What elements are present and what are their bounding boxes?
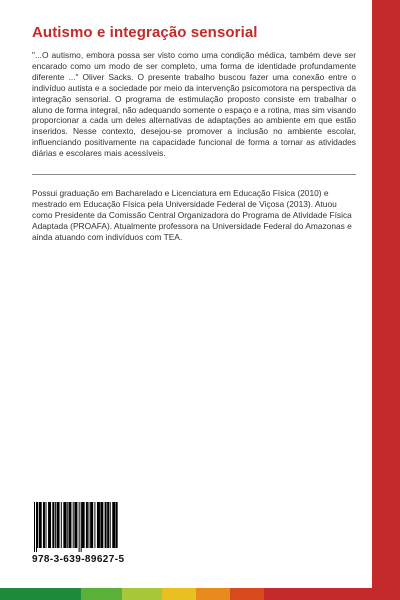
barcode-bar xyxy=(88,502,89,548)
barcode-bar xyxy=(34,502,35,552)
barcode-bar xyxy=(67,502,68,548)
barcode-bar xyxy=(37,502,38,548)
barcode-bar xyxy=(116,502,118,548)
section-divider xyxy=(32,174,356,175)
barcode-bar xyxy=(68,502,71,548)
barcode-icon xyxy=(32,502,132,552)
barcode-bar xyxy=(63,502,66,548)
book-blurb: "...O autismo, embora possa ser visto como uma condição médica, também deve ser encarado como um modo de ser completo, uma forma de identidade profundamente diferente ..." Oliver Sacks. O presente trabalho buscou fazer uma conexão entre o indivíduo autista e a sociedade por meio da intervenção psicomotora na perspectiva da integração sensorial. O programa de estimulação proposto consiste em trabalhar o aluno de forma integral, não adequando somente o espaço e a rotina, mas sim visando proporcionar a cada um deles alternativas de adaptações ao ambiente em que estão inseridos. Nesse contexto, desejou-se promover a inclusão no ambiente escolar, influenciando positivamente na capacidade funcional de forma a tornar as atividades diárias e escolares mais acessíveis. xyxy=(32,50,356,159)
color-strip-segment xyxy=(230,588,264,600)
barcode-bar xyxy=(48,502,51,548)
barcode-bar xyxy=(110,502,111,548)
barcode-bar xyxy=(39,502,42,548)
barcode-bar xyxy=(107,502,109,548)
book-title: Autismo e integração sensorial xyxy=(32,24,258,41)
color-strip-segment xyxy=(196,588,230,600)
barcode-bar xyxy=(86,502,88,548)
barcode-bar xyxy=(105,502,107,548)
color-strip-segment xyxy=(81,588,122,600)
color-strip-segment xyxy=(162,588,196,600)
color-strip xyxy=(0,588,372,600)
barcode-bar xyxy=(46,502,47,548)
barcode xyxy=(32,502,132,562)
barcode-bar xyxy=(36,502,37,552)
barcode-bar xyxy=(81,502,82,552)
color-strip-segment xyxy=(264,588,372,600)
back-cover-content xyxy=(32,24,356,243)
barcode-bar xyxy=(82,502,85,548)
barcode-bar xyxy=(73,502,74,548)
barcode-bar xyxy=(79,502,80,552)
barcode-bar xyxy=(97,502,100,548)
color-strip-segment xyxy=(122,588,163,600)
barcode-bar xyxy=(55,502,56,548)
barcode-bar xyxy=(57,502,60,548)
barcode-bar xyxy=(94,502,95,548)
barcode-bar xyxy=(61,502,62,548)
color-strip-segment xyxy=(0,588,81,600)
isbn-number: 978-3-639-89627-5 xyxy=(32,554,125,565)
barcode-bar xyxy=(112,502,115,548)
barcode-bar xyxy=(43,502,45,548)
red-spine xyxy=(372,0,400,600)
barcode-bar xyxy=(74,502,77,548)
barcode-bar xyxy=(90,502,93,548)
barcode-bar xyxy=(100,502,103,548)
author-bio: Possui graduação em Bacharelado e Licenciatura em Educação Física (2010) e mestrado em Educação Física pela Universidade Federal de Viçosa (2013). Atuou como Presidente da Comissão Central Organizadora do Programa de Atividade Física Adaptada (PROAFA). Atualmente professora na Universidade Federal do Amazonas e ainda atuando com indivíduos com TEA. xyxy=(32,188,352,242)
barcode-bar xyxy=(52,502,54,548)
